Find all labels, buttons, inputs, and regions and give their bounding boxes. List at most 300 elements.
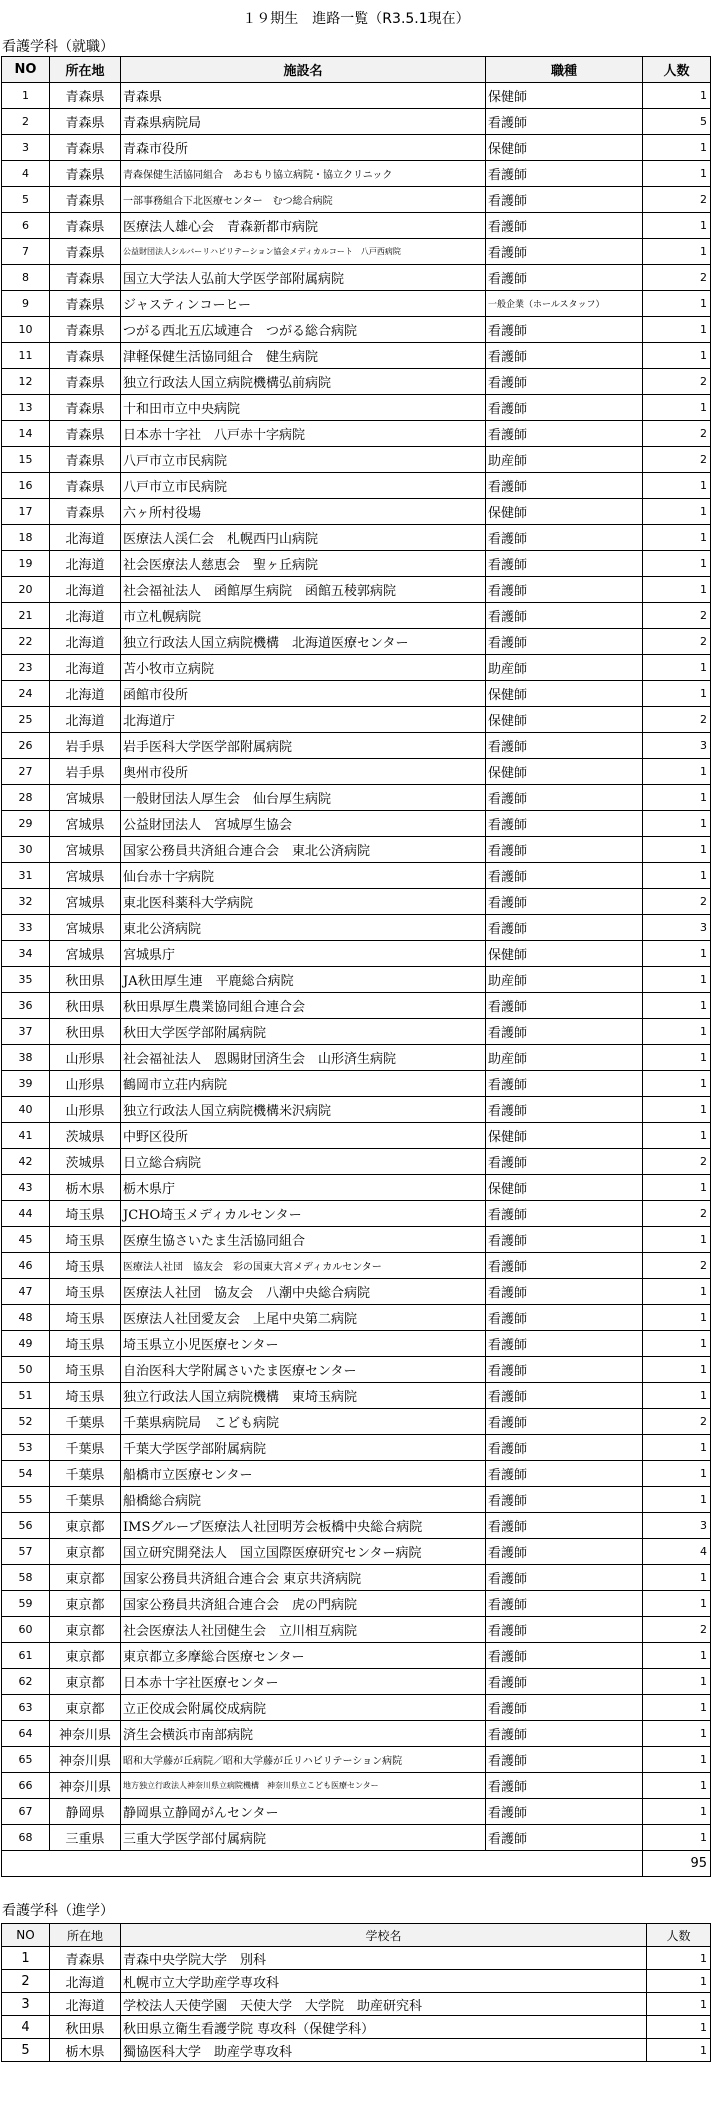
table-row: [2, 1175, 711, 1201]
row-location: 千葉県: [50, 1461, 121, 1487]
row-job: 看護師: [486, 1071, 643, 1097]
row-count: 1: [647, 1947, 711, 1970]
row-no: 67: [2, 1799, 50, 1825]
row-job: 看護師: [486, 603, 643, 629]
table-row: [2, 1669, 711, 1695]
table-row: [2, 1773, 711, 1799]
row-location: 千葉県: [50, 1435, 121, 1461]
row-location: 青森県: [50, 473, 121, 499]
row-no: 59: [2, 1591, 50, 1617]
row-no: 63: [2, 1695, 50, 1721]
table-row: [2, 1357, 711, 1383]
row-facility: 栃木県庁: [121, 1175, 486, 1201]
row-job: 看護師: [486, 1799, 643, 1825]
table-row: [2, 2039, 711, 2062]
row-location: 青森県: [50, 395, 121, 421]
row-location: 北海道: [50, 629, 121, 655]
row-job: 保健師: [486, 135, 643, 161]
row-job: 一般企業（ホールスタッフ）: [486, 291, 643, 317]
row-no: 49: [2, 1331, 50, 1357]
row-job: 助産師: [486, 1045, 643, 1071]
row-no: 30: [2, 837, 50, 863]
row-no: 66: [2, 1773, 50, 1799]
row-no: 4: [2, 161, 50, 187]
table-row: [2, 1305, 711, 1331]
table-row: [2, 187, 711, 213]
row-no: 43: [2, 1175, 50, 1201]
row-facility: 仙台赤十字病院: [121, 863, 486, 889]
row-count: 1: [647, 2016, 711, 2039]
row-location: 青森県: [50, 135, 121, 161]
row-no: 41: [2, 1123, 50, 1149]
table-row: [2, 291, 711, 317]
row-facility: 医療法人社団愛友会 上尾中央第二病院: [121, 1305, 486, 1331]
table-row: [2, 1019, 711, 1045]
row-location: 宮城県: [50, 837, 121, 863]
row-job: 看護師: [486, 1331, 643, 1357]
row-job: 看護師: [486, 1747, 643, 1773]
row-facility: 六ヶ所村役場: [121, 499, 486, 525]
row-facility: 岩手医科大学医学部附属病院: [121, 733, 486, 759]
row-count: 1: [643, 1643, 711, 1669]
row-job: 看護師: [486, 1539, 643, 1565]
row-facility: 秋田県厚生農業協同組合連合会: [121, 993, 486, 1019]
row-job: 保健師: [486, 1123, 643, 1149]
table-row: [2, 447, 711, 473]
row-count: 1: [643, 1123, 711, 1149]
table-row: [2, 395, 711, 421]
row-job: 看護師: [486, 1201, 643, 1227]
row-count: 1: [643, 1071, 711, 1097]
row-count: 2: [643, 369, 711, 395]
table-row: [2, 1461, 711, 1487]
row-count: 2: [643, 603, 711, 629]
row-facility: 済生会横浜市南部病院: [121, 1721, 486, 1747]
row-location: 栃木県: [50, 1175, 121, 1201]
row-job: 保健師: [486, 707, 643, 733]
row-location: 青森県: [50, 499, 121, 525]
row-job: 助産師: [486, 447, 643, 473]
row-facility: 船橋市立医療センター: [121, 1461, 486, 1487]
row-count: 1: [643, 1695, 711, 1721]
row-count: 1: [643, 1383, 711, 1409]
row-count: 1: [643, 395, 711, 421]
table-row: [2, 759, 711, 785]
row-job: 看護師: [486, 1279, 643, 1305]
row-facility: 苫小牧市立病院: [121, 655, 486, 681]
header-school: 学校名: [121, 1924, 647, 1947]
row-no: 58: [2, 1565, 50, 1591]
table-row: [2, 1591, 711, 1617]
row-facility: 医療法人雄心会 青森新都市病院: [121, 213, 486, 239]
row-job: 保健師: [486, 681, 643, 707]
row-job: 看護師: [486, 1721, 643, 1747]
row-school: 秋田県立衛生看護学院 専攻科（保健学科）: [121, 2016, 647, 2039]
row-location: 北海道: [50, 1970, 121, 1993]
row-job: 看護師: [486, 1383, 643, 1409]
row-facility: 十和田市立中央病院: [121, 395, 486, 421]
row-no: 34: [2, 941, 50, 967]
table-row: [2, 1253, 711, 1279]
row-count: 1: [643, 993, 711, 1019]
row-facility: 静岡県立静岡がんセンター: [121, 1799, 486, 1825]
table-row: [2, 499, 711, 525]
row-location: 北海道: [50, 577, 121, 603]
row-job: 看護師: [486, 993, 643, 1019]
table-row: [2, 837, 711, 863]
row-count: 1: [647, 1993, 711, 2016]
row-no: 25: [2, 707, 50, 733]
row-facility: 昭和大学藤が丘病院／昭和大学藤が丘リハビリテーション病院: [121, 1747, 486, 1773]
row-facility: 津軽保健生活協同組合 健生病院: [121, 343, 486, 369]
row-job: 看護師: [486, 1825, 643, 1851]
row-job: 看護師: [486, 1591, 643, 1617]
table-row: [2, 1799, 711, 1825]
row-no: 61: [2, 1643, 50, 1669]
row-location: 東京都: [50, 1539, 121, 1565]
row-job: 看護師: [486, 1773, 643, 1799]
row-job: 看護師: [486, 1253, 643, 1279]
row-count: 1: [643, 681, 711, 707]
row-count: 1: [643, 1799, 711, 1825]
row-job: 看護師: [486, 1643, 643, 1669]
row-count: 1: [643, 1019, 711, 1045]
row-facility: JCHO埼玉メディカルセンター: [121, 1201, 486, 1227]
row-location: 青森県: [50, 1947, 121, 1970]
row-no: 45: [2, 1227, 50, 1253]
row-job: 保健師: [486, 941, 643, 967]
row-job: 看護師: [486, 1097, 643, 1123]
header-job: 職種: [486, 57, 643, 83]
row-location: 青森県: [50, 447, 121, 473]
row-count: 1: [643, 1097, 711, 1123]
table-row: [2, 135, 711, 161]
row-count: 2: [643, 1409, 711, 1435]
row-count: 1: [643, 837, 711, 863]
row-no: 9: [2, 291, 50, 317]
row-location: 宮城県: [50, 863, 121, 889]
row-location: 埼玉県: [50, 1201, 121, 1227]
row-count: 1: [643, 1487, 711, 1513]
row-location: 北海道: [50, 1993, 121, 2016]
row-facility: 社会福祉法人 函館厚生病院 函館五稜郭病院: [121, 577, 486, 603]
row-facility: 独立行政法人国立病院機構 北海道医療センター: [121, 629, 486, 655]
row-location: 青森県: [50, 369, 121, 395]
row-count: 1: [643, 1357, 711, 1383]
row-facility: 船橋総合病院: [121, 1487, 486, 1513]
row-facility: 医療生協さいたま生活協同組合: [121, 1227, 486, 1253]
row-job: 看護師: [486, 1357, 643, 1383]
row-count: 2: [643, 421, 711, 447]
table-row: [2, 1747, 711, 1773]
row-no: 3: [2, 135, 50, 161]
row-count: 1: [643, 213, 711, 239]
header-facility: 施設名: [121, 57, 486, 83]
row-facility: 医療法人社団 協友会 彩の国東大宮メディカルセンター: [121, 1253, 486, 1279]
row-no: 50: [2, 1357, 50, 1383]
table-row: [2, 369, 711, 395]
table-row: [2, 785, 711, 811]
row-job: 看護師: [486, 577, 643, 603]
row-no: 44: [2, 1201, 50, 1227]
row-no: 1: [2, 83, 50, 109]
row-facility: 鶴岡市立荘内病院: [121, 1071, 486, 1097]
row-facility: 立正佼成会附属佼成病院: [121, 1695, 486, 1721]
row-count: 1: [643, 863, 711, 889]
row-location: 埼玉県: [50, 1227, 121, 1253]
row-no: 54: [2, 1461, 50, 1487]
row-location: 三重県: [50, 1825, 121, 1851]
row-job: 看護師: [486, 551, 643, 577]
row-no: 26: [2, 733, 50, 759]
table-row: [2, 889, 711, 915]
row-facility: JA秋田厚生連 平鹿総合病院: [121, 967, 486, 993]
row-count: 2: [643, 629, 711, 655]
row-count: 2: [643, 707, 711, 733]
row-job: 看護師: [486, 811, 643, 837]
row-no: 32: [2, 889, 50, 915]
row-location: 神奈川県: [50, 1773, 121, 1799]
row-facility: つがる西北五広域連合 つがる総合病院: [121, 317, 486, 343]
row-no: 18: [2, 525, 50, 551]
row-no: 51: [2, 1383, 50, 1409]
table-row: [2, 1643, 711, 1669]
row-location: 宮城県: [50, 941, 121, 967]
row-location: 青森県: [50, 239, 121, 265]
table-row: [2, 811, 711, 837]
row-count: 1: [643, 1279, 711, 1305]
row-no: 22: [2, 629, 50, 655]
row-job: 看護師: [486, 213, 643, 239]
row-job: 看護師: [486, 1669, 643, 1695]
row-facility: 八戸市立市民病院: [121, 447, 486, 473]
row-no: 12: [2, 369, 50, 395]
row-count: 1: [643, 967, 711, 993]
row-facility: 国家公務員共済組合連合会 東京共済病院: [121, 1565, 486, 1591]
row-facility: 秋田大学医学部附属病院: [121, 1019, 486, 1045]
row-no: 20: [2, 577, 50, 603]
row-job: 看護師: [486, 1435, 643, 1461]
row-location: 埼玉県: [50, 1253, 121, 1279]
row-facility: ジャスティンコーヒー: [121, 291, 486, 317]
row-no: 48: [2, 1305, 50, 1331]
header-count: 人数: [643, 57, 711, 83]
row-count: 1: [643, 525, 711, 551]
row-job: 看護師: [486, 733, 643, 759]
row-job: 看護師: [486, 369, 643, 395]
row-count: 1: [643, 785, 711, 811]
advancement-section-label: 看護学科（進学）: [2, 1903, 114, 1919]
header-no: NO: [2, 1924, 50, 1947]
row-location: 青森県: [50, 291, 121, 317]
row-job: 看護師: [486, 1617, 643, 1643]
row-job: 保健師: [486, 83, 643, 109]
row-no: 64: [2, 1721, 50, 1747]
row-count: 1: [643, 759, 711, 785]
table-row: [2, 1227, 711, 1253]
row-facility: 一部事務組合下北医療センター むつ総合病院: [121, 187, 486, 213]
row-count: 1: [643, 343, 711, 369]
row-facility: 公益財団法人 宮城厚生協会: [121, 811, 486, 837]
table-row: [2, 707, 711, 733]
row-count: 1: [643, 1461, 711, 1487]
row-count: 2: [643, 1149, 711, 1175]
row-no: 39: [2, 1071, 50, 1097]
row-job: 看護師: [486, 1513, 643, 1539]
row-job: 看護師: [486, 473, 643, 499]
row-count: 1: [643, 1565, 711, 1591]
table-row: [2, 941, 711, 967]
table-row: [2, 1071, 711, 1097]
table-row: [2, 83, 711, 109]
row-location: 埼玉県: [50, 1383, 121, 1409]
row-facility: 社会福祉法人 恩賜財団済生会 山形済生病院: [121, 1045, 486, 1071]
table-row: [2, 993, 711, 1019]
row-job: 看護師: [486, 1305, 643, 1331]
row-location: 宮城県: [50, 811, 121, 837]
row-job: 看護師: [486, 1487, 643, 1513]
row-no: 23: [2, 655, 50, 681]
row-no: 2: [2, 109, 50, 135]
row-no: 29: [2, 811, 50, 837]
row-facility: 埼玉県立小児医療センター: [121, 1331, 486, 1357]
table-row: [2, 213, 711, 239]
row-count: 1: [643, 473, 711, 499]
table-row: [2, 1201, 711, 1227]
table-row: [2, 1565, 711, 1591]
table-row: [2, 1435, 711, 1461]
row-facility: 東北公済病院: [121, 915, 486, 941]
row-facility: 社会医療法人慈恵会 聖ヶ丘病院: [121, 551, 486, 577]
row-count: 1: [647, 2039, 711, 2062]
row-count: 3: [643, 733, 711, 759]
row-job: 看護師: [486, 161, 643, 187]
row-no: 57: [2, 1539, 50, 1565]
row-job: 看護師: [486, 1565, 643, 1591]
row-count: 2: [643, 1253, 711, 1279]
row-facility: 自治医科大学附属さいたま医療センター: [121, 1357, 486, 1383]
row-facility: 千葉大学医学部附属病院: [121, 1435, 486, 1461]
row-facility: 社会医療法人社団健生会 立川相互病院: [121, 1617, 486, 1643]
row-no: 3: [2, 1993, 50, 2016]
row-no: 36: [2, 993, 50, 1019]
row-job: 助産師: [486, 967, 643, 993]
page-title: １９期生 進路一覧（R3.5.1現在）: [242, 11, 470, 27]
row-location: 北海道: [50, 681, 121, 707]
row-no: 56: [2, 1513, 50, 1539]
row-count: 1: [643, 1175, 711, 1201]
row-no: 4: [2, 2016, 50, 2039]
table-row: [2, 1539, 711, 1565]
employment-section-label: 看護学科（就職）: [2, 39, 114, 55]
row-count: 1: [643, 1721, 711, 1747]
row-facility: 医療法人社団 協友会 八潮中央総合病院: [121, 1279, 486, 1305]
row-job: 看護師: [486, 343, 643, 369]
table-row: [2, 2016, 711, 2039]
row-facility: 一般財団法人厚生会 仙台厚生病院: [121, 785, 486, 811]
row-facility: 青森県病院局: [121, 109, 486, 135]
table-row: [2, 577, 711, 603]
table-row: [2, 1409, 711, 1435]
row-location: 山形県: [50, 1071, 121, 1097]
table-row: [2, 1149, 711, 1175]
row-facility: 青森市役所: [121, 135, 486, 161]
row-count: 1: [643, 239, 711, 265]
row-count: 1: [643, 83, 711, 109]
row-job: 看護師: [486, 421, 643, 447]
employment-header-row: [2, 57, 711, 83]
row-count: 2: [643, 187, 711, 213]
advancement-header-row: [2, 1924, 711, 1947]
row-facility: 宮城県庁: [121, 941, 486, 967]
table-row: [2, 551, 711, 577]
row-facility: 青森県: [121, 83, 486, 109]
row-job: 看護師: [486, 629, 643, 655]
row-location: 北海道: [50, 551, 121, 577]
row-no: 40: [2, 1097, 50, 1123]
row-location: 岩手県: [50, 733, 121, 759]
row-no: 55: [2, 1487, 50, 1513]
row-count: 1: [643, 1591, 711, 1617]
employment-total: 95: [643, 1851, 711, 1877]
table-row: [2, 109, 711, 135]
row-facility: 公益財団法人シルバーリハビリテーション協会メディカルコート 八戸西病院: [121, 239, 486, 265]
row-facility: IMSグループ医療法人社団明芳会板橋中央総合病院: [121, 1513, 486, 1539]
header-location: 所在地: [50, 57, 121, 83]
row-location: 宮城県: [50, 889, 121, 915]
table-row: [2, 1487, 711, 1513]
row-job: 保健師: [486, 759, 643, 785]
row-count: 1: [643, 1331, 711, 1357]
row-location: 秋田県: [50, 993, 121, 1019]
row-no: 60: [2, 1617, 50, 1643]
table-row: [2, 1825, 711, 1851]
row-location: 栃木県: [50, 2039, 121, 2062]
row-location: 神奈川県: [50, 1721, 121, 1747]
row-count: 1: [643, 291, 711, 317]
row-facility: 千葉県病院局 こども病院: [121, 1409, 486, 1435]
row-count: 1: [643, 1045, 711, 1071]
table-row: [2, 1993, 711, 2016]
row-facility: 日立総合病院: [121, 1149, 486, 1175]
row-location: 青森県: [50, 109, 121, 135]
row-no: 19: [2, 551, 50, 577]
row-facility: 国立大学法人弘前大学医学部附属病院: [121, 265, 486, 291]
row-facility: 市立札幌病院: [121, 603, 486, 629]
row-location: 東京都: [50, 1643, 121, 1669]
row-location: 青森県: [50, 83, 121, 109]
row-facility: 地方独立行政法人神奈川県立病院機構 神奈川県立こども医療センター: [121, 1773, 486, 1799]
row-location: 神奈川県: [50, 1747, 121, 1773]
row-count: 3: [643, 915, 711, 941]
table-row: [2, 1123, 711, 1149]
row-count: 1: [643, 1747, 711, 1773]
row-facility: 独立行政法人国立病院機構 東埼玉病院: [121, 1383, 486, 1409]
row-job: 看護師: [486, 187, 643, 213]
row-location: 青森県: [50, 421, 121, 447]
row-location: 埼玉県: [50, 1279, 121, 1305]
table-row: [2, 915, 711, 941]
row-school: 札幌市立大学助産学専攻科: [121, 1970, 647, 1993]
row-job: 看護師: [486, 837, 643, 863]
row-no: 7: [2, 239, 50, 265]
row-location: 静岡県: [50, 1799, 121, 1825]
row-job: 看護師: [486, 1019, 643, 1045]
table-row: [2, 1383, 711, 1409]
row-job: 看護師: [486, 785, 643, 811]
row-facility: 東京都立多摩総合医療センター: [121, 1643, 486, 1669]
row-count: 1: [643, 1227, 711, 1253]
